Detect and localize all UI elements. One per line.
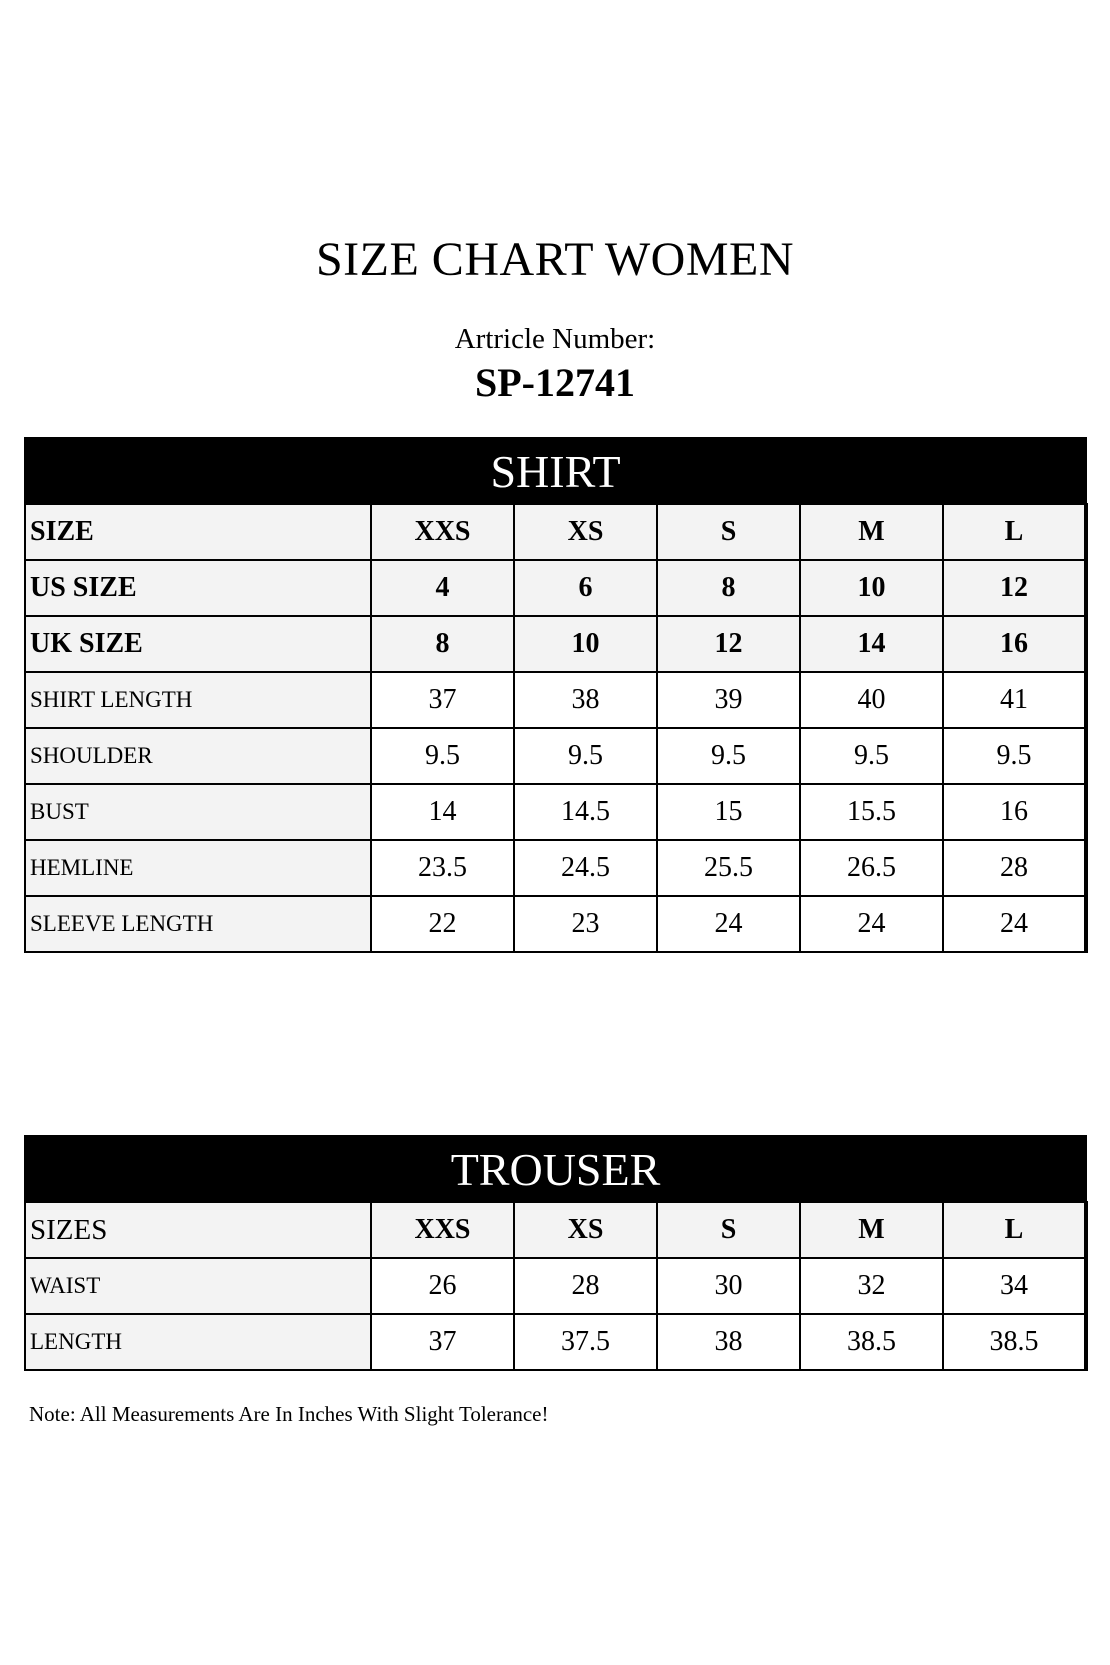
table-cell: S: [657, 504, 800, 560]
row-label: SIZES: [25, 1202, 371, 1258]
table-row: [25, 560, 1086, 616]
table-cell: 24: [800, 896, 943, 952]
table-cell: 15: [657, 784, 800, 840]
table-cell: 38: [657, 1314, 800, 1370]
row-label: SHOULDER: [25, 728, 371, 784]
table-cell: 9.5: [800, 728, 943, 784]
table-row: [25, 1258, 1086, 1314]
trouser-size-table: [24, 1135, 1088, 1371]
table-cell: 30: [657, 1258, 800, 1314]
row-label: SLEEVE LENGTH: [25, 896, 371, 952]
table-cell: 38.5: [800, 1314, 943, 1370]
table-cell: 26: [371, 1258, 514, 1314]
table-row: [25, 784, 1086, 840]
table-cell: 39: [657, 672, 800, 728]
table-cell: 37.5: [514, 1314, 657, 1370]
table-cell: 32: [800, 1258, 943, 1314]
table-cell: 24.5: [514, 840, 657, 896]
table-cell: 26.5: [800, 840, 943, 896]
table-cell: XXS: [371, 504, 514, 560]
table-cell: S: [657, 1202, 800, 1258]
table-cell: 15.5: [800, 784, 943, 840]
table-cell: 9.5: [371, 728, 514, 784]
table-cell: 9.5: [657, 728, 800, 784]
table-row: [25, 1314, 1086, 1370]
table-cell: 12: [943, 560, 1086, 616]
table-cell: 9.5: [514, 728, 657, 784]
table-cell: 37: [371, 672, 514, 728]
table-cell: 28: [943, 840, 1086, 896]
table-row: [25, 616, 1086, 672]
row-label: SHIRT LENGTH: [25, 672, 371, 728]
table-cell: 14: [371, 784, 514, 840]
article-number-label: Artricle Number:: [454, 323, 656, 355]
table-cell: 4: [371, 560, 514, 616]
table-cell: 24: [943, 896, 1086, 952]
table-row: [25, 504, 1086, 560]
table-cell: 28: [514, 1258, 657, 1314]
row-label: US SIZE: [25, 560, 371, 616]
table-cell: 34: [943, 1258, 1086, 1314]
table-cell: 23.5: [371, 840, 514, 896]
table-cell: 8: [371, 616, 514, 672]
row-label: SIZE: [25, 504, 371, 560]
trouser-section-header: TROUSER: [25, 1136, 1086, 1202]
table-cell: 24: [657, 896, 800, 952]
table-cell: L: [943, 504, 1086, 560]
row-label: LENGTH: [25, 1314, 371, 1370]
table-cell: L: [943, 1202, 1086, 1258]
shirt-size-table: [24, 437, 1088, 953]
table-cell: 40: [800, 672, 943, 728]
table-row: [25, 728, 1086, 784]
table-cell: 9.5: [943, 728, 1086, 784]
table-cell: 10: [800, 560, 943, 616]
table-cell: 25.5: [657, 840, 800, 896]
row-label: UK SIZE: [25, 616, 371, 672]
page-title: SIZE CHART WOMEN: [315, 233, 794, 286]
table-cell: 14.5: [514, 784, 657, 840]
table-cell: 23: [514, 896, 657, 952]
table-cell: 16: [943, 784, 1086, 840]
table-cell: M: [800, 504, 943, 560]
row-label: BUST: [25, 784, 371, 840]
shirt-section-header: SHIRT: [25, 438, 1086, 504]
trouser-table-body: [25, 1202, 1086, 1370]
table-cell: 14: [800, 616, 943, 672]
table-cell: 12: [657, 616, 800, 672]
shirt-table-body: [25, 504, 1086, 952]
article-number-value: SP-12741: [475, 360, 635, 405]
table-cell: 41: [943, 672, 1086, 728]
row-label: HEMLINE: [25, 840, 371, 896]
table-cell: XS: [514, 504, 657, 560]
table-cell: 6: [514, 560, 657, 616]
table-row: [25, 1202, 1086, 1258]
table-row: [25, 896, 1086, 952]
table-cell: M: [800, 1202, 943, 1258]
table-cell: XXS: [371, 1202, 514, 1258]
table-cell: 10: [514, 616, 657, 672]
measurement-note: Note: All Measurements Are In Inches With Slight Tolerance!: [29, 1402, 549, 1426]
table-cell: 8: [657, 560, 800, 616]
table-cell: 22: [371, 896, 514, 952]
table-cell: XS: [514, 1202, 657, 1258]
table-cell: 38.5: [943, 1314, 1086, 1370]
table-row: [25, 672, 1086, 728]
table-cell: 37: [371, 1314, 514, 1370]
table-cell: 38: [514, 672, 657, 728]
table-row: [25, 840, 1086, 896]
row-label: WAIST: [25, 1258, 371, 1314]
table-cell: 16: [943, 616, 1086, 672]
